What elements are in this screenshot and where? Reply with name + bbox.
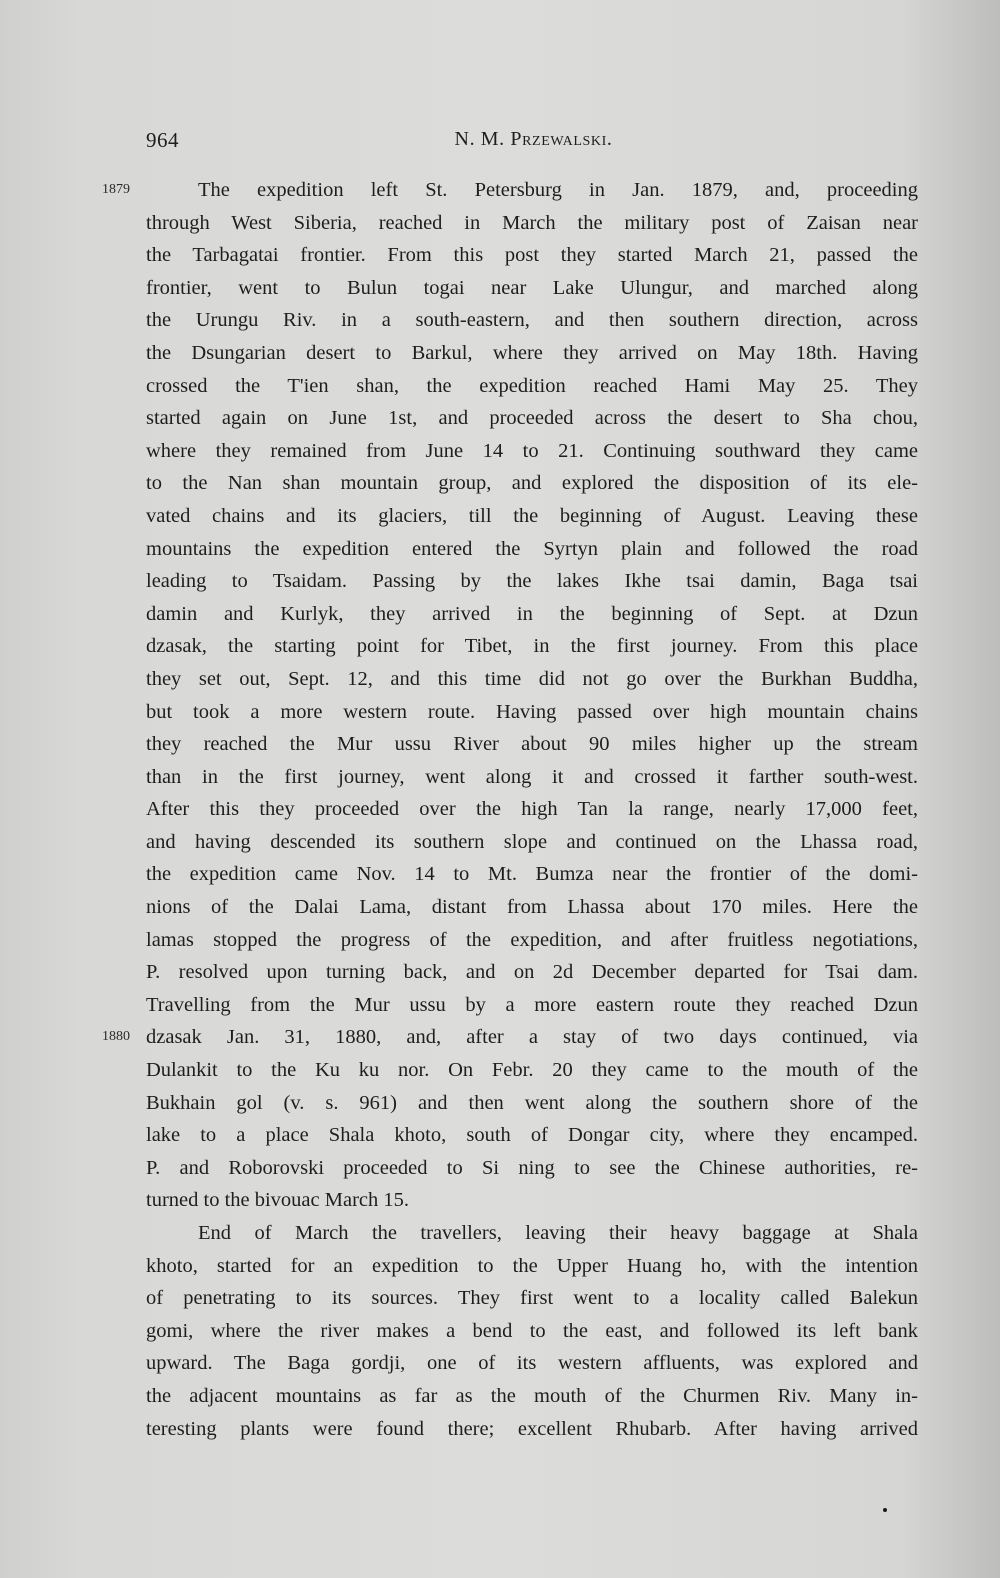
text-line: the Tarbagatai frontier. From this post they started March 21, passed the <box>146 244 918 267</box>
text-line: Bukhain gol (v. s. 961) and then went along the southern shore of the <box>146 1091 918 1114</box>
text-line: to the Nan shan mountain group, and explored the disposition of its ele- <box>146 472 918 495</box>
text-line: vated chains and its glaciers, till the beginning of August. Leaving these <box>146 504 918 527</box>
text-line: the expedition came Nov. 14 to Mt. Bumza near the frontier of the domi- <box>146 863 918 886</box>
text-line: the Dsungarian desert to Barkul, where they arrived on May 18th. Having <box>146 341 918 364</box>
text-line: End of March the travellers, leaving their heavy baggage at Shala <box>198 1222 918 1244</box>
text-line: crossed the T'ien shan, the expedition reached Hami May 25. They <box>146 374 918 397</box>
text-line: where they remained from June 14 to 21. Continuing southward they came <box>146 439 918 462</box>
text-line: 1880 dzasak Jan. 31, 1880, and, after a stay of two days continued, via <box>146 1021 918 1054</box>
ink-speck <box>883 1508 887 1512</box>
text-line: Travelling from the Mur ussu by a more eastern route they reached Dzun <box>146 993 918 1016</box>
text-line: the Urungu Riv. in a south-eastern, and then southern direction, across <box>146 309 918 332</box>
running-head <box>146 128 921 151</box>
text-line: P. and Roborovski proceeded to Si ning to see the Chinese authorities, re- <box>146 1156 918 1179</box>
text-line: but took a more western route. Having passed over high mountain chains <box>146 700 918 723</box>
text-line: frontier, went to Bulun togai near Lake Ulungur, and marched along <box>146 276 918 299</box>
text-line: khoto, started for an expedition to the Upper Huang ho, with the intention <box>146 1254 918 1277</box>
running-head-rest: rzewalski. <box>522 128 613 150</box>
text-line: After this they proceeded over the high Tan la range, nearly 17,000 feet, <box>146 798 918 821</box>
text-line: than in the first journey, went along it and crossed it farther south-west. <box>146 765 918 788</box>
text-line: nions of the Dalai Lama, distant from Lhassa about 170 miles. Here the <box>146 896 918 919</box>
text-line: mountains the expedition entered the Syrtyn plain and followed the road <box>146 537 918 560</box>
text-line: through West Siberia, reached in March the military post of Zaisan near <box>146 211 918 234</box>
text-line: Dulankit to the Ku ku nor. On Febr. 20 they came to the mouth of the <box>146 1059 918 1082</box>
text-line: dzasak, the starting point for Tibet, in the first journey. From this place <box>146 635 918 658</box>
margin-year-1879: 1879 <box>102 182 130 197</box>
page-header <box>146 128 921 158</box>
text-line: damin and Kurlyk, they arrived in the beginning of Sept. at Dzun <box>146 602 918 625</box>
text-line: teresting plants were found there; excellent Rhubarb. After having arrived <box>146 1417 918 1440</box>
text-line: turned to the bivouac March 15. <box>146 1189 410 1212</box>
text-line: gomi, where the river makes a bend to the east, and followed its left bank <box>146 1319 918 1342</box>
margin-year-1880: 1880 <box>102 1029 130 1045</box>
text-line: leading to Tsaidam. Passing by the lakes Ikhe tsai damin, Baga tsai <box>146 570 918 593</box>
text-line: they set out, Sept. 12, and this time did not go over the Burkhan Buddha, <box>146 667 918 690</box>
page-number: 964 <box>146 128 179 152</box>
text-line: they reached the Mur ussu River about 90 miles higher up the stream <box>146 733 918 756</box>
text-line: P. resolved upon turning back, and on 2d December departed for Tsai dam. <box>146 961 918 984</box>
running-head-prefix: N. M. P <box>454 128 523 150</box>
text-line: of penetrating to its sources. They first went to a locality called Balekun <box>146 1287 918 1310</box>
text-line: the adjacent mountains as far as the mouth of the Churmen Riv. Many in- <box>146 1384 918 1407</box>
body-text <box>102 174 918 1445</box>
text-line: upward. The Baga gordji, one of its western affluents, was explored and <box>146 1352 918 1375</box>
text-line: lamas stopped the progress of the expedition, and after fruitless negotiations, <box>146 928 918 951</box>
text-line: lake to a place Shala khoto, south of Dongar city, where they encamped. <box>146 1124 918 1147</box>
text-line: started again on June 1st, and proceeded across the desert to Sha chou, <box>146 407 918 430</box>
text-line: 1879 The expedition left St. Petersburg in Jan. 1879, and, proceeding <box>146 174 918 207</box>
text-line: and having descended its southern slope and continued on the Lhassa road, <box>146 830 918 853</box>
